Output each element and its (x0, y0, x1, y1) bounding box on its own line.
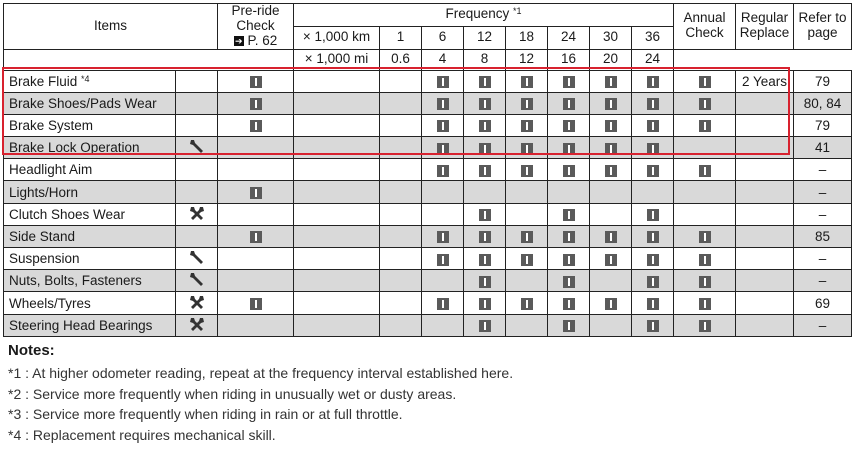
tool-cell (176, 225, 218, 247)
inspect-mark-icon (605, 298, 617, 310)
annual-cell (674, 159, 736, 181)
annual-cell (674, 181, 736, 203)
item-name: Brake System (4, 114, 176, 136)
page-ref-cell: – (794, 159, 852, 181)
frequency-cell (380, 114, 422, 136)
preride-cell (218, 225, 294, 247)
tool-cell (176, 159, 218, 181)
frequency-cell (548, 314, 590, 336)
inspect-mark-icon (479, 165, 491, 177)
table-row (4, 292, 852, 314)
tool-cell (176, 137, 218, 159)
frequency-cell (506, 270, 548, 292)
inspect-mark-icon (437, 231, 449, 243)
frequency-cell (464, 92, 506, 114)
preride-cell (218, 137, 294, 159)
frequency-cell (548, 159, 590, 181)
frequency-cell (548, 292, 590, 314)
mi-value: 4 (422, 49, 464, 70)
wrench-icon (188, 271, 206, 290)
frequency-cell (422, 92, 464, 114)
unit-spacer-cell (294, 248, 380, 270)
frequency-cell (422, 248, 464, 270)
item-name: Side Stand (4, 225, 176, 247)
frequency-cell (464, 70, 506, 92)
inspect-mark-icon (647, 254, 659, 266)
frequency-cell (422, 225, 464, 247)
inspect-mark-icon (647, 165, 659, 177)
unit-spacer-cell (294, 92, 380, 114)
page-ref-cell: – (794, 248, 852, 270)
maintenance-schedule-table (3, 3, 852, 337)
frequency-cell (548, 270, 590, 292)
frequency-cell (506, 314, 548, 336)
unit-spacer-cell (294, 159, 380, 181)
inspect-mark-icon (479, 320, 491, 332)
frequency-cell (422, 292, 464, 314)
frequency-cell (548, 225, 590, 247)
preride-cell (218, 292, 294, 314)
preride-page-ref: P. 62 (247, 32, 278, 48)
inspect-mark-icon (699, 298, 711, 310)
inspect-mark-icon (699, 231, 711, 243)
inspect-mark-icon (521, 165, 533, 177)
inspect-mark-icon (250, 76, 262, 88)
frequency-cell (632, 70, 674, 92)
frequency-cell (632, 248, 674, 270)
inspect-mark-icon (647, 98, 659, 110)
inspect-mark-icon (521, 120, 533, 132)
frequency-cell (464, 181, 506, 203)
km-value: 18 (506, 26, 548, 49)
inspect-mark-icon (699, 165, 711, 177)
frequency-cell (464, 270, 506, 292)
frequency-cell (380, 181, 422, 203)
frequency-cell (464, 314, 506, 336)
inspect-mark-icon (250, 231, 262, 243)
frequency-cell (506, 159, 548, 181)
frequency-cell (380, 248, 422, 270)
frequency-cell (590, 203, 632, 225)
preride-cell (218, 114, 294, 136)
frequency-cell (464, 292, 506, 314)
inspect-mark-icon (521, 298, 533, 310)
frequency-cell (548, 203, 590, 225)
inspect-mark-icon (563, 143, 575, 155)
frequency-cell (590, 114, 632, 136)
inspect-mark-icon (647, 276, 659, 288)
tool-cell (176, 181, 218, 203)
inspect-mark-icon (437, 98, 449, 110)
frequency-cell (548, 248, 590, 270)
frequency-cell (380, 314, 422, 336)
frequency-cell (590, 181, 632, 203)
inspect-mark-icon (479, 98, 491, 110)
items-header: Items (4, 4, 218, 50)
regular-replace-cell (736, 181, 794, 203)
inspect-mark-icon (605, 98, 617, 110)
inspect-mark-icon (699, 320, 711, 332)
unit-spacer-cell (294, 181, 380, 203)
annual-cell (674, 270, 736, 292)
unit-spacer-cell (294, 292, 380, 314)
regular-replace-cell (736, 248, 794, 270)
frequency-cell (464, 225, 506, 247)
item-name: Clutch Shoes Wear (4, 203, 176, 225)
frequency-cell (548, 70, 590, 92)
inspect-mark-icon (699, 98, 711, 110)
inspect-mark-icon (647, 298, 659, 310)
mi-value: 8 (464, 49, 506, 70)
preride-header: Pre-ride Check ➔ P. 62 (218, 4, 294, 50)
inspect-mark-icon (647, 231, 659, 243)
inspect-mark-icon (521, 254, 533, 266)
inspect-mark-icon (563, 231, 575, 243)
annual-cell (674, 314, 736, 336)
crossed-wrench-icon (188, 205, 206, 224)
inspect-mark-icon (647, 120, 659, 132)
frequency-cell (632, 203, 674, 225)
inspect-mark-icon (479, 254, 491, 266)
page-ref-cell: 69 (794, 292, 852, 314)
refer-header: Refer to page (794, 4, 852, 50)
inspect-mark-icon (437, 120, 449, 132)
inspect-mark-icon (479, 120, 491, 132)
frequency-cell (548, 181, 590, 203)
frequency-cell (632, 92, 674, 114)
regular-replace-cell (736, 203, 794, 225)
inspect-mark-icon (563, 98, 575, 110)
frequency-cell (632, 159, 674, 181)
inspect-mark-icon (605, 231, 617, 243)
wrench-icon (188, 249, 206, 268)
frequency-cell (632, 270, 674, 292)
frequency-cell (632, 114, 674, 136)
inspect-mark-icon (605, 120, 617, 132)
inspect-mark-icon (437, 143, 449, 155)
crossed-wrench-icon (188, 294, 206, 313)
mi-value: 0.6 (380, 49, 422, 70)
km-value: 12 (464, 26, 506, 49)
table-row (4, 225, 852, 247)
frequency-cell (422, 314, 464, 336)
frequency-cell (590, 314, 632, 336)
page-ref-cell: – (794, 181, 852, 203)
frequency-cell (590, 159, 632, 181)
inspect-mark-icon (250, 120, 262, 132)
inspect-mark-icon (437, 298, 449, 310)
item-name: Brake Shoes/Pads Wear (4, 92, 176, 114)
frequency-header: Frequency $^{*1}$ (294, 4, 674, 27)
inspect-mark-icon (699, 120, 711, 132)
item-name: Nuts, Bolts, Fasteners (4, 270, 176, 292)
frequency-cell (590, 70, 632, 92)
frequency-cell (590, 92, 632, 114)
regular-replace-cell (736, 270, 794, 292)
item-name: Steering Head Bearings (4, 314, 176, 336)
frequency-cell (422, 181, 464, 203)
page-ref-cell: 41 (794, 137, 852, 159)
item-name: Lights/Horn (4, 181, 176, 203)
inspect-mark-icon (563, 276, 575, 288)
preride-cell (218, 203, 294, 225)
preride-cell (218, 181, 294, 203)
frequency-cell (590, 292, 632, 314)
frequency-cell (506, 292, 548, 314)
note-line: *3 : Service more frequently when riding in rain or at full throttle. (8, 406, 403, 422)
inspect-mark-icon (479, 276, 491, 288)
annual-cell (674, 292, 736, 314)
table-row (4, 181, 852, 203)
km-label: × 1,000 km (294, 26, 380, 49)
inspect-mark-icon (605, 165, 617, 177)
tool-cell (176, 270, 218, 292)
frequency-cell (548, 114, 590, 136)
preride-cell (218, 314, 294, 336)
arrow-right-icon: ➔ (234, 36, 243, 47)
mi-value: 20 (590, 49, 632, 70)
frequency-cell (548, 92, 590, 114)
inspect-mark-icon (521, 143, 533, 155)
regular-replace-cell (736, 137, 794, 159)
regular-header: Regular Replace (736, 4, 794, 50)
frequency-cell (506, 248, 548, 270)
regular-replace-cell (736, 114, 794, 136)
frequency-cell (464, 203, 506, 225)
inspect-mark-icon (699, 276, 711, 288)
mi-value: 16 (548, 49, 590, 70)
regular-replace-cell (736, 159, 794, 181)
item-name: Suspension (4, 248, 176, 270)
regular-replace-cell (736, 225, 794, 247)
km-value: 30 (590, 26, 632, 49)
inspect-mark-icon (437, 165, 449, 177)
table-row (4, 314, 852, 336)
inspect-mark-icon (479, 143, 491, 155)
annual-header: Annual Check (674, 4, 736, 50)
inspect-mark-icon (563, 298, 575, 310)
table-row (4, 248, 852, 270)
page-ref-cell: – (794, 203, 852, 225)
regular-replace-cell (736, 314, 794, 336)
frequency-cell (506, 225, 548, 247)
unit-spacer-cell (294, 203, 380, 225)
inspect-mark-icon (647, 143, 659, 155)
frequency-cell (464, 114, 506, 136)
inspect-mark-icon (479, 76, 491, 88)
frequency-cell (506, 92, 548, 114)
frequency-cell (380, 203, 422, 225)
mi-value: 24 (632, 49, 674, 70)
frequency-cell (632, 314, 674, 336)
table-row (4, 137, 852, 159)
frequency-cell (422, 270, 464, 292)
annual-cell (674, 92, 736, 114)
inspect-mark-icon (605, 76, 617, 88)
frequency-cell (380, 137, 422, 159)
frequency-cell (464, 248, 506, 270)
regular-replace-cell (736, 92, 794, 114)
unit-spacer-cell (294, 225, 380, 247)
table-row (4, 159, 852, 181)
inspect-mark-icon (250, 98, 262, 110)
tool-cell (176, 70, 218, 92)
frequency-cell (380, 70, 422, 92)
inspect-mark-icon (647, 76, 659, 88)
frequency-cell (548, 137, 590, 159)
tool-cell (176, 248, 218, 270)
note-line: *1 : At higher odometer reading, repeat at the frequency interval established here. (8, 365, 514, 381)
page-ref-cell: 80, 84 (794, 92, 852, 114)
frequency-cell (590, 270, 632, 292)
regular-replace-cell (736, 292, 794, 314)
frequency-cell (632, 225, 674, 247)
unit-spacer-cell (294, 114, 380, 136)
frequency-cell (632, 181, 674, 203)
inspect-mark-icon (479, 231, 491, 243)
inspect-mark-icon (521, 231, 533, 243)
inspect-mark-icon (605, 143, 617, 155)
frequency-cell (380, 159, 422, 181)
frequency-cell (422, 159, 464, 181)
frequency-cell (380, 92, 422, 114)
km-value: 36 (632, 26, 674, 49)
page-ref-cell: – (794, 270, 852, 292)
item-name: Brake Fluid $^{*4}$ (4, 70, 176, 92)
frequency-cell (464, 159, 506, 181)
note-line: *4 : Replacement requires mechanical skill. (8, 426, 276, 443)
inspect-mark-icon (437, 254, 449, 266)
mi-label: × 1,000 mi (294, 49, 380, 70)
inspect-mark-icon (250, 298, 262, 310)
notes-section (8, 342, 513, 447)
tool-cell (176, 114, 218, 136)
annual-cell (674, 137, 736, 159)
wrench-icon (188, 138, 206, 157)
inspect-mark-icon (563, 254, 575, 266)
annual-cell (674, 203, 736, 225)
note-line: *2 : Service more frequently when riding in unusually wet or dusty areas. (8, 385, 457, 402)
notes-title: Notes: (8, 342, 55, 359)
preride-cell (218, 248, 294, 270)
frequency-cell (632, 137, 674, 159)
mi-spacer (4, 49, 294, 70)
frequency-cell (422, 137, 464, 159)
frequency-cell (422, 114, 464, 136)
unit-spacer-cell (294, 70, 380, 92)
item-name: Wheels/Tyres (4, 292, 176, 314)
frequency-cell (506, 137, 548, 159)
regular-replace-cell: 2 Years (736, 70, 794, 92)
page-ref-cell: – (794, 314, 852, 336)
frequency-cell (632, 292, 674, 314)
preride-cell (218, 159, 294, 181)
mi-value: 12 (506, 49, 548, 70)
tool-cell (176, 292, 218, 314)
inspect-mark-icon (647, 209, 659, 221)
page-ref-cell: 79 (794, 70, 852, 92)
frequency-cell (590, 137, 632, 159)
inspect-mark-icon (521, 98, 533, 110)
preride-cell (218, 92, 294, 114)
frequency-cell (464, 137, 506, 159)
table-row (4, 203, 852, 225)
tool-cell (176, 203, 218, 225)
item-name: Headlight Aim (4, 159, 176, 181)
item-name: Brake Lock Operation (4, 137, 176, 159)
table-row (4, 114, 852, 136)
inspect-mark-icon (563, 165, 575, 177)
footnote-ref: *4 (81, 73, 90, 84)
inspect-mark-icon (699, 76, 711, 88)
unit-spacer-cell (294, 270, 380, 292)
inspect-mark-icon (647, 320, 659, 332)
page-ref-cell: 79 (794, 114, 852, 136)
inspect-mark-icon (521, 76, 533, 88)
inspect-mark-icon (605, 254, 617, 266)
annual-cell (674, 225, 736, 247)
table-row (4, 92, 852, 114)
inspect-mark-icon (699, 254, 711, 266)
frequency-cell (590, 248, 632, 270)
frequency-cell (422, 203, 464, 225)
unit-spacer-cell (294, 137, 380, 159)
frequency-cell (506, 181, 548, 203)
frequency-cell (380, 225, 422, 247)
inspect-mark-icon (250, 187, 262, 199)
inspect-mark-icon (563, 209, 575, 221)
inspect-mark-icon (563, 320, 575, 332)
annual-cell (674, 114, 736, 136)
inspect-mark-icon (479, 298, 491, 310)
unit-spacer-cell (294, 314, 380, 336)
frequency-cell (506, 70, 548, 92)
frequency-cell (590, 225, 632, 247)
table-row (4, 270, 852, 292)
inspect-mark-icon (479, 209, 491, 221)
inspect-mark-icon (437, 76, 449, 88)
frequency-cell (506, 203, 548, 225)
preride-cell (218, 270, 294, 292)
crossed-wrench-icon (188, 316, 206, 335)
inspect-mark-icon (563, 120, 575, 132)
km-value: 6 (422, 26, 464, 49)
annual-cell (674, 248, 736, 270)
km-value: 24 (548, 26, 590, 49)
frequency-cell (506, 114, 548, 136)
preride-cell (218, 70, 294, 92)
frequency-cell (380, 292, 422, 314)
km-value: 1 (380, 26, 422, 49)
tool-cell (176, 92, 218, 114)
frequency-cell (380, 270, 422, 292)
table-row (4, 70, 852, 92)
page-ref-cell: 85 (794, 225, 852, 247)
frequency-cell (422, 70, 464, 92)
inspect-mark-icon (563, 76, 575, 88)
tool-cell (176, 314, 218, 336)
annual-cell (674, 70, 736, 92)
